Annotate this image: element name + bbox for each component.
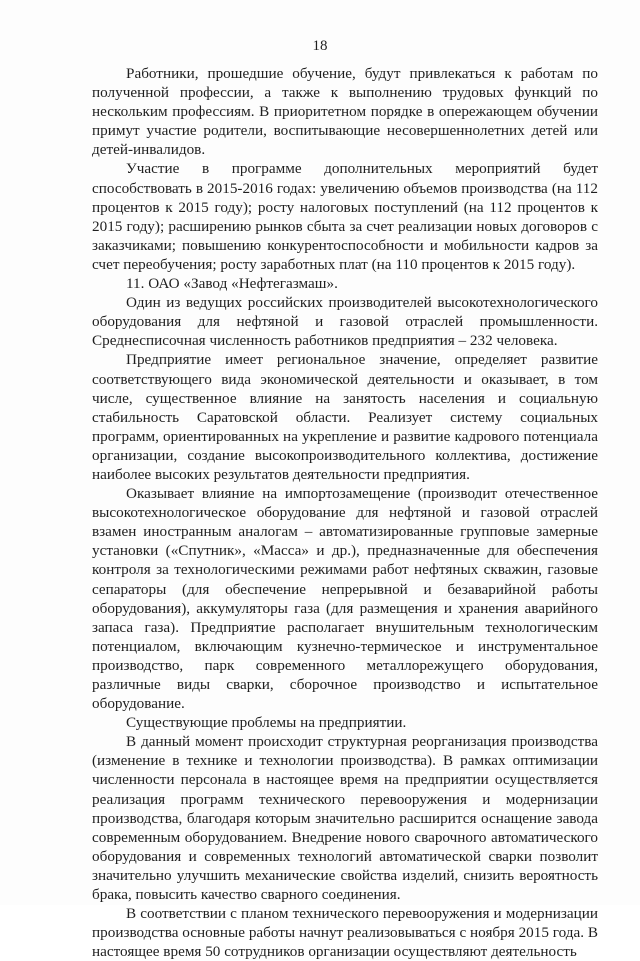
paragraph-problems-heading: Существующие проблемы на предприятии. (126, 714, 407, 732)
paragraph-regional-significance: Предприятие имеет региональное значение, определяет развитие соответствующего вида экономической деятельности и оказывает, в том числе, существенное влияние на занятость населения и социальную стабильность Саратовской области. Реализует систему социальных программ, ориентированных на укрепление и развитие кадрового потенциала организации, создание высокопроизводительного коллектива, достижение наиболее высоких результатов деятельности предприятия. (92, 351, 598, 483)
paragraph-modernization-plan: В соответствии с планом технического перевооружения и модернизации производства основные работы начнут реализовываться с ноября 2015 года. В настоящее время 50 сотрудников организации осуществляют деятельность (92, 905, 598, 961)
document-body (92, 64, 598, 961)
paragraph-training-workers: Работники, прошедшие обучение, будут привлекаться к работам по полученной профессии, а также к выполнению трудовых функций по нескольким профессиям. В приоритетном порядке в опережающем обучении примут участие родители, воспитывающие несовершеннолетних детей или детей-инвалидов. (92, 65, 598, 159)
paragraph-restructuring: В данный момент происходит структурная реорганизация производства (изменение в технике и технологии производства). В рамках оптимизации численности персонала в настоящее время на предприятии осуществляется реализация программ технического перевооружения и модернизации производства, благодаря которым значительно расширится оснащение завода современным оборудованием. Внедрение нового сварочного автоматического оборудования и современных технологий автоматической сварки позволит значительно улучшить механические свойства изделий, снизить вероятность брака, повысить качество сварного соединения. (92, 733, 598, 904)
paragraph-company-heading: 11. ОАО «Завод «Нефтегазмаш». (126, 275, 338, 293)
paragraph-program-participation: Участие в программе дополнительных мероприятий будет способствовать в 2015-2016 годах: увеличению объемов производства (на 112 процентов к 2015 году); росту налоговых поступлений (на 112 процентов к 2015 году); расширению рынков сбыта за счет реализации новых договоров с заказчиками; повышению конкурентоспособности и мобильности кадров за счет переобучения; росту заработных плат (на 110 процентов к 2015 году). (92, 160, 598, 273)
page-number: 18 (312, 38, 328, 54)
paragraph-import-substitution: Оказывает влияние на импортозамещение (производит отечественное высокотехнологическое оборудование для нефтяной и газовой отраслей взамен иностранным аналогам – автоматизированные групповые замерные установки («Спутник», «Масса» и др.), предназначенные для обеспечения контроля за технологическими режимами работ нефтяных скважин, газовые сепараторы (для обеспечение непрерывной и безаварийной работы оборудования), аккумуляторы газа (для размещения и хранения аварийного запаса газа). Предприятие располагает внушительным технологическим потенциалом, включающим кузнечно-термическое и инструментальное производство, парк современного металлорежущего оборудования, различные виды сварки, сборочное производство и испытательное оборудование. (92, 485, 598, 713)
paragraph-company-overview: Один из ведущих российских производителей высокотехнологического оборудования для нефтяной и газовой отраслей промышленности. Среднесписочная численность работников предприятия – 232 человека. (92, 294, 598, 350)
